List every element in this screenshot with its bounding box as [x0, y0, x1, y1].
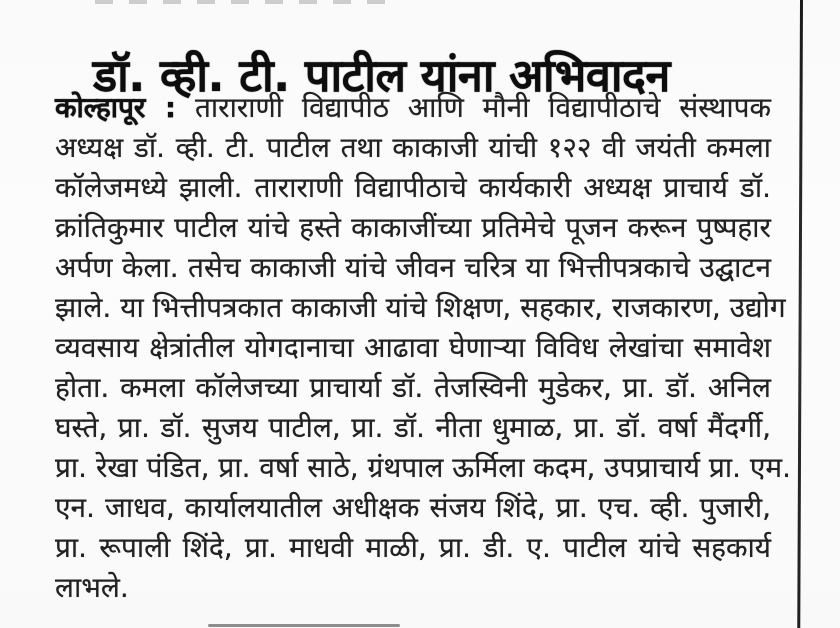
article-line: एन. जाधव, कार्यालयातील अधीक्षक संजय शिंदे, प्रा. एच. व्ही. पुजारी,: [55, 491, 771, 524]
scan-artifact-top: [95, 0, 395, 4]
article-line: अध्यक्ष डॉ. व्ही. टी. पाटील तथा काकाजी यांची १२२ वी जयंती कमला: [55, 131, 771, 164]
article-line: घस्ते, प्रा. डॉ. सुजय पाटील, प्रा. डॉ. नीता धुमाळ, प्रा. डॉ. वर्षा मैंदर्गी,: [55, 411, 771, 444]
next-article-rule-fragment: [208, 624, 400, 627]
dateline: कोल्हापूर :: [55, 91, 177, 124]
article-line: लाभले.: [55, 571, 129, 604]
article-line: प्रा. रेखा पंडित, प्रा. वर्षा साठे, ग्रंथपाल ऊर्मिला कदम, उपप्राचार्य प्रा. एम.: [55, 451, 792, 484]
article-line: प्रा. रूपाली शिंदे, प्रा. माधवी माळी, प्रा. डी. ए. पाटील यांचे सहकार्य: [55, 531, 771, 564]
article-line-text: ताराराणी विद्यापीठ आणि मौनी विद्यापीठाचे संस्थापक: [194, 91, 772, 124]
article-line: क्रांतिकुमार पाटील यांचे हस्ते काकाजींच्या प्रतिमेचे पूजन करून पुष्पहार: [55, 211, 771, 244]
article-line: अर्पण केला. तसेच काकाजी यांचे जीवन चरित्र या भित्तीपत्रकाचे उद्घाटन: [55, 251, 771, 284]
article-line: [55, 88, 771, 128]
article-line: झाले. या भित्तीपत्रकात काकाजी यांचे शिक्षण, सहकार, राजकारण, उद्योग: [55, 291, 786, 324]
article-headline: डॉ. व्ही. टी. पाटील यांना अभिवादन: [93, 49, 670, 103]
article-line: व्यवसाय क्षेत्रांतील योगदानाचा आढावा घेणाऱ्या विविध लेखांचा समावेश: [55, 331, 771, 364]
column-divider-rule: [797, 0, 803, 628]
article-line: कॉलेजमध्ये झाली. ताराराणी विद्यापीठाचे कार्यकारी अध्यक्ष प्राचार्य डॉ.: [55, 171, 771, 204]
article-body: [55, 88, 792, 608]
article-line: होता. कमला कॉलेजच्या प्राचार्या डॉ. तेजस्विनी मुडेकर, प्रा. डॉ. अनिल: [55, 371, 771, 404]
